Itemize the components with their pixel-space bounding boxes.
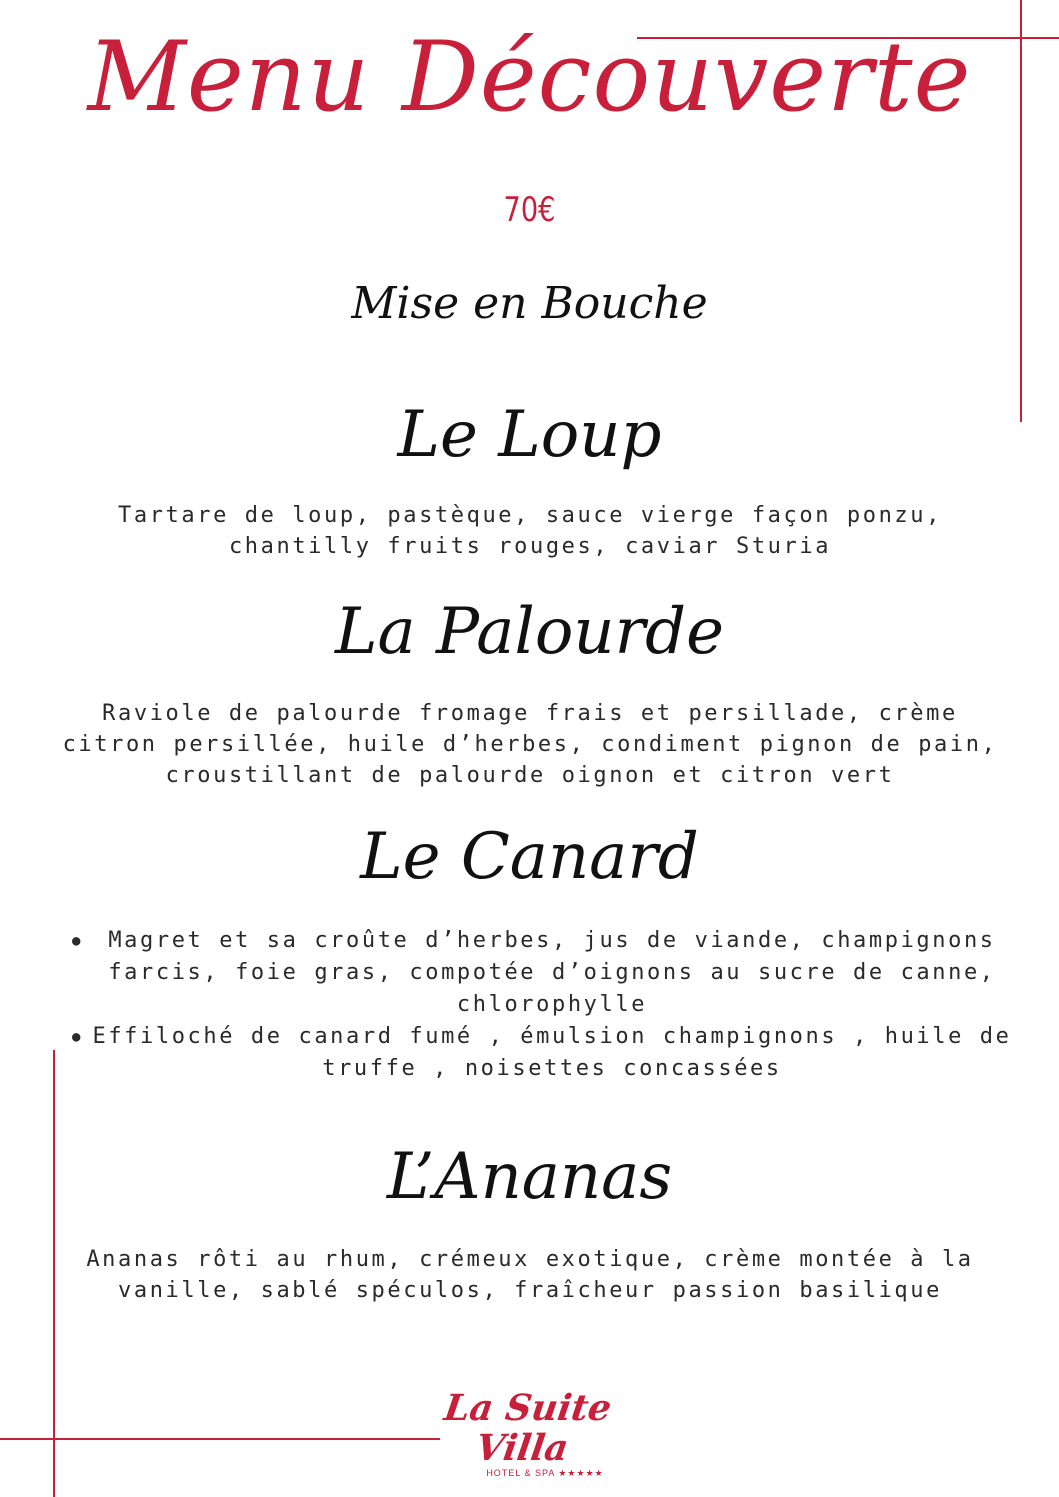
amuse-bouche-heading: Mise en Bouche (351, 278, 708, 329)
menu-price: 70€ (503, 190, 556, 230)
course-heading-canard: Le Canard (360, 820, 699, 894)
bullet-icon: ● (72, 1029, 84, 1045)
logo-subtitle: HOTEL & SPA ★★★★★ (486, 1468, 604, 1478)
hotel-logo (440, 1387, 615, 1478)
menu-title: Menu Découverte (87, 21, 972, 133)
course-heading-palourde: La Palourde (335, 595, 724, 669)
course-heading-loup: Le Loup (397, 398, 662, 472)
course-options-canard (72, 925, 1012, 1085)
bullet-icon: ● (72, 933, 84, 949)
course-heading-ananas: L’Ananas (386, 1140, 673, 1214)
course-description-loup: Tartare de loup, pastèque, sauce vierge façon ponzu, chantilly fruits rouges, caviar Sturia (118, 503, 942, 559)
list-item (72, 925, 1012, 1021)
course-description-ananas: Ananas rôti au rhum, crémeux exotique, crème montée à la vanille, sablé spéculos, fraîcheur passion basilique (86, 1247, 974, 1303)
logo-wordmark: La Suite Villa (441, 1387, 615, 1469)
course-description-palourde: Raviole de palourde fromage frais et persillade, crème citron persillée, huile d’herbes, condiment pignon de pain, croustillant de palourde oignon et citron vert (62, 701, 998, 788)
option-text: Magret et sa croûte d’herbes, jus de viande, champignons farcis, foie gras, compotée d’oignons au sucre de canne, chlorophylle (108, 928, 996, 1017)
option-text: Effiloché de canard fumé , émulsion champignons , huile de truffe , noisettes concassées (92, 1024, 1012, 1081)
corner-line-bottom-horizontal (0, 1438, 440, 1440)
list-item (72, 1021, 1012, 1085)
corner-line-bottom-vertical (53, 1050, 55, 1497)
